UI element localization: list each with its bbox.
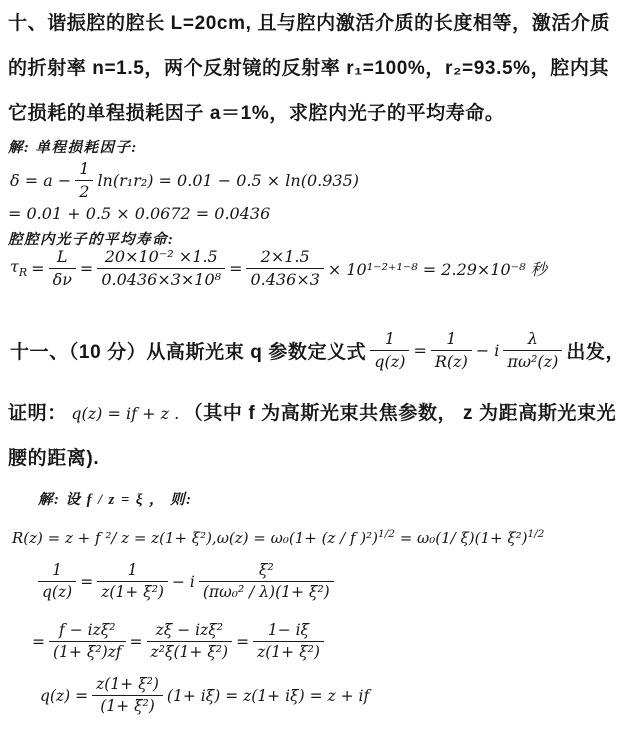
- fraction-lambda-over-pi-omega: $\frac{\lambda}{\text{πω²(z)}}$: [503, 330, 562, 371]
- problem-11-line-2: [8, 398, 616, 425]
- exponent-one-half: 1/2: [527, 528, 545, 540]
- fraction-final: $\frac{\text{z(1+ ξ²)}}{\text{(1+ ξ²)}}$: [92, 676, 163, 716]
- fraction-1-over-qz: $\frac{1}{q(z)}$: [370, 330, 409, 371]
- equals-sign: =: [80, 572, 94, 591]
- equals-sign: =: [31, 258, 45, 278]
- problem-11-tail-text: 出发，: [566, 341, 626, 363]
- radius-expression: R(z) = z + f ²/ z = z(1+ ξ²),ω(z) = ω₀(1+ (z / f )²): [12, 529, 379, 547]
- photon-lifetime-equation: [8, 248, 549, 289]
- fraction-real-part: $\frac{1}{\text{z(1+ ξ²)}}$: [97, 562, 168, 602]
- problem-11-solution-label: 解: 设 f / z = ξ ， 则:: [38, 492, 193, 508]
- fraction-step-3: $\frac{1- i\xi}{\text{z(1+ ξ²)}}$: [253, 622, 324, 662]
- problem-11-line-1: [8, 330, 627, 371]
- tau-symbol: $\tau_R$: [10, 257, 28, 280]
- eq-delta-lhs: δ = a −: [10, 170, 72, 190]
- fraction-1-over-Rz: $\frac{1}{R(z)}$: [431, 330, 472, 371]
- final-result-rhs: (1+ iξ) = z(1+ iξ) = z + if: [166, 686, 370, 705]
- equals-sign: =: [32, 632, 45, 651]
- equals-sign: =: [79, 258, 94, 278]
- problem-10-line-1: 十、谐振腔的腔长 L=20cm, 且与腔内激活介质的长度相等，激活介质: [8, 13, 611, 34]
- equals-sign: =: [229, 258, 243, 278]
- problem-10-line-2: 的折射率 n=1.5，两个反射镜的反射率 r₁=100%，r₂=93.5%，腔内其: [8, 58, 610, 79]
- fraction-step-2: $\frac{\text{zξ − izξ²}}{\text{z²ξ(1+ ξ²)}}$: [147, 622, 233, 662]
- waist-expression: = ω₀(1/ ξ)(1+ ξ²): [394, 529, 528, 547]
- problem-11-intro-text: 十一、（10 分）从高斯光束 q 参数定义式: [10, 341, 367, 363]
- fraction-numeric-2: $\frac{2\times 1.5}{0.436\times 3}$: [246, 248, 323, 289]
- equals-sign: =: [129, 632, 143, 651]
- loss-factor-result-line: = 0.01 + 0.5 × 0.0672 = 0.0436: [8, 204, 271, 223]
- exponent-one-half: 1/2: [378, 528, 395, 540]
- fraction-1-over-qz: $\frac{1}{q(z)}$: [38, 562, 76, 602]
- problem-11-line-3: 腰的距离).: [8, 448, 100, 469]
- inverse-q-expansion-equation: [36, 562, 336, 602]
- single-pass-loss-equation: [8, 160, 361, 201]
- fraction-numeric-1: $\frac{\text{20×10⁻² ×1.5}}{\text{0.0436×3×10⁸}}$: [97, 248, 225, 289]
- qz-lhs: q(z) =: [40, 686, 89, 705]
- equals-sign: =: [413, 340, 427, 360]
- tau-subscript: R: [18, 266, 28, 280]
- final-result-equation: [38, 676, 371, 716]
- eq-delta-rhs: ln(r₁r₂) = 0.01 − 0.5 × ln(0.935): [97, 170, 359, 190]
- prove-label: 证明：: [8, 403, 67, 424]
- fraction-step-1: $\frac{\text{f − izξ²}}{\text{(1+ ξ²)zf}}$: [49, 622, 126, 662]
- problem-10-solution-label: 解: 单程损耗因子:: [8, 140, 138, 156]
- prove-target-equation: q(z) = if + z .: [71, 404, 180, 423]
- simplification-chain-equation: [30, 622, 326, 662]
- fraction-imaginary-part: $\frac{\text{ξ²}}{\text{(πω₀² / λ)(1+ ξ²)}}$: [199, 562, 334, 602]
- minus-i-term: − i: [475, 340, 500, 360]
- lifetime-result: × 10¹⁻²⁺¹⁻⁸ = 2.29×10⁻⁸ 秒: [327, 259, 547, 279]
- fraction-one-half: $\frac{1}{2}$: [75, 160, 93, 201]
- photon-lifetime-label: 腔腔内光子的平均寿命:: [8, 232, 175, 248]
- parameter-note-text: （其中 f 为高斯光束共焦参数， z 为距高斯光束光: [183, 403, 617, 424]
- radius-and-waist-equation: [12, 528, 544, 547]
- problem-10-line-3: 它损耗的单程损耗因子 a＝1%，求腔内光子的平均寿命。: [8, 103, 505, 124]
- minus-i-term: − i: [171, 572, 195, 591]
- fraction-L-over-delta-nu: $\frac{L}{\delta\nu}$: [49, 248, 76, 289]
- equals-sign: =: [236, 632, 250, 651]
